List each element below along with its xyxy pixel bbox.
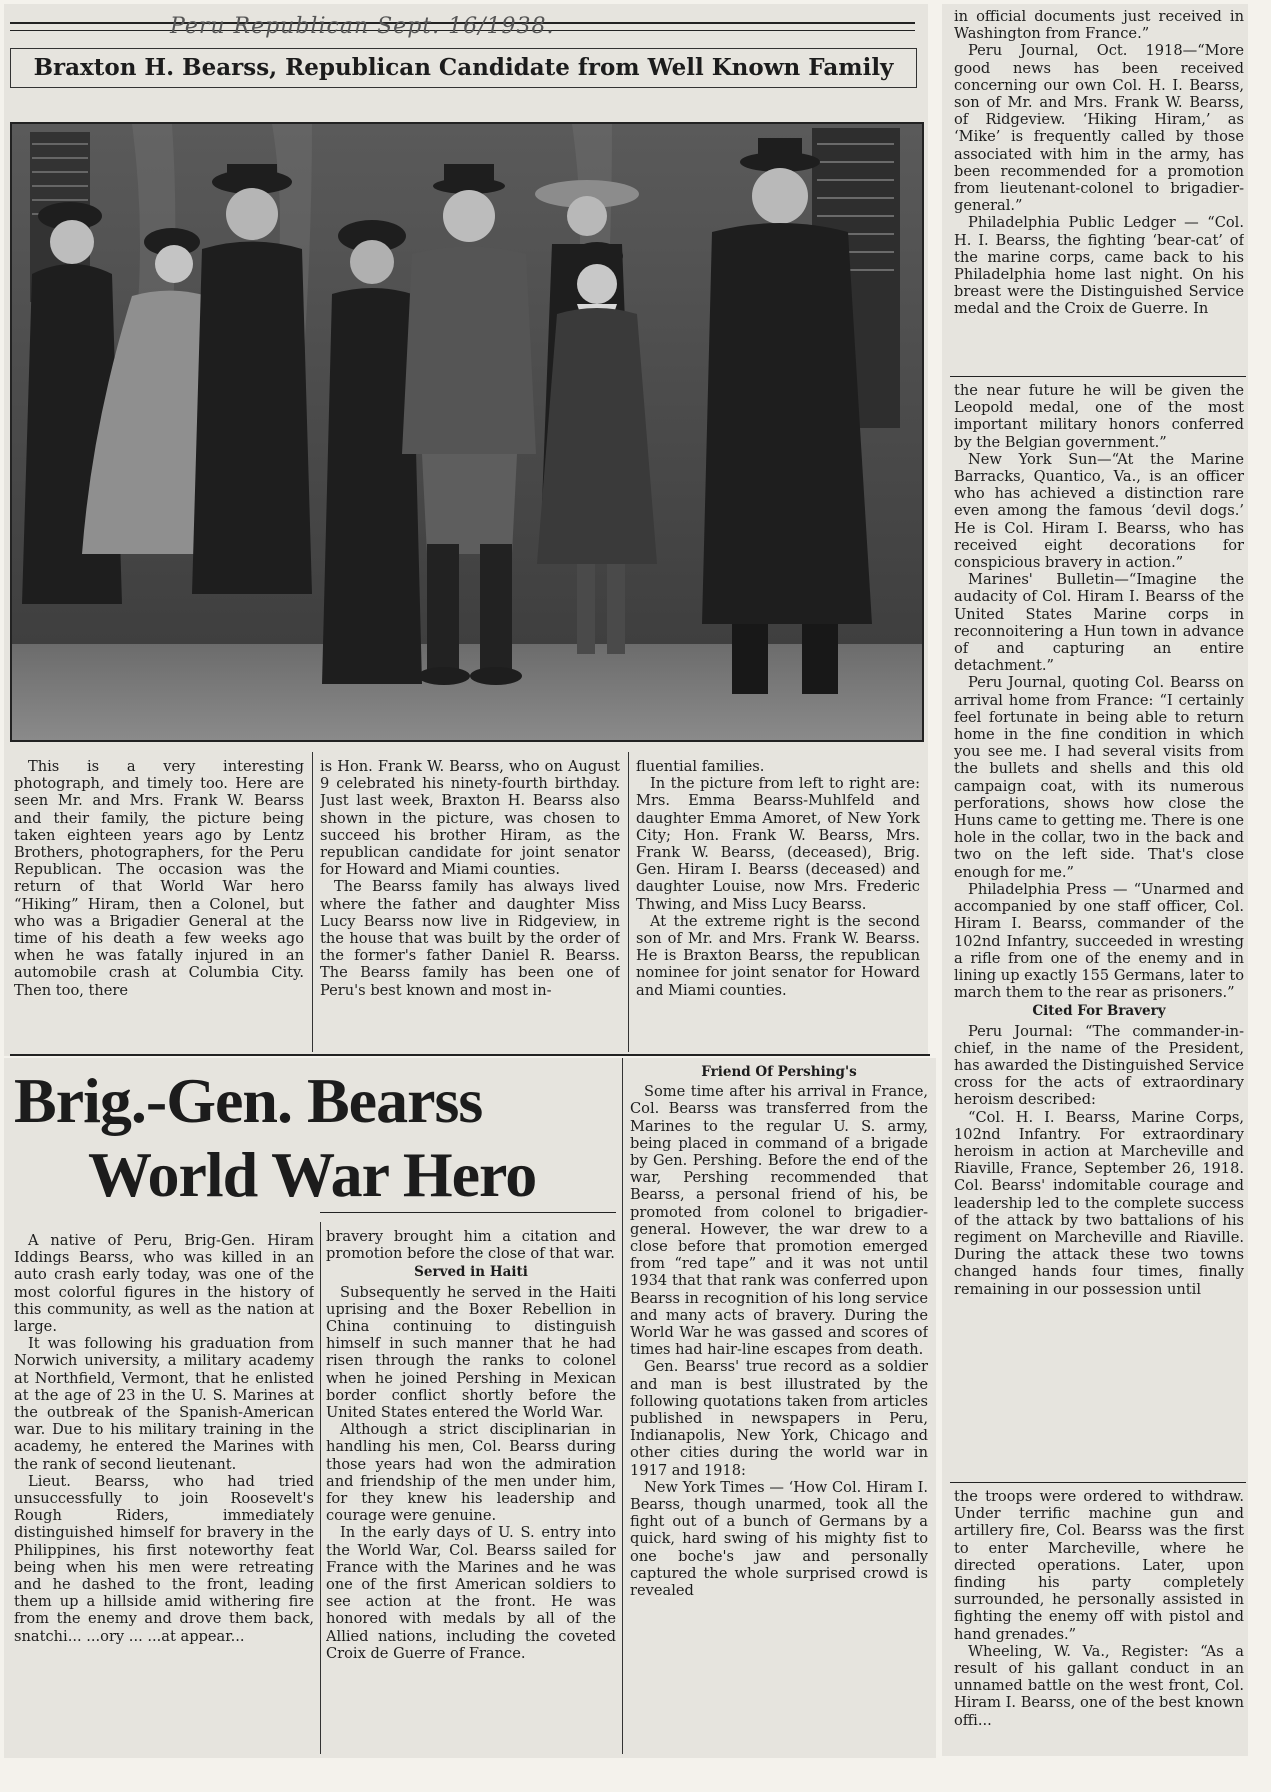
right-column-paragraph: Philadelphia Press — “Unarmed and accompanied by one staff officer, Col. Hiram I. Bearss, commander of the 102nd Infantry, succeeded in wresting a rifle from one of the enemy and in lining up exactly 155 Germans, later to march them to the rear as prisoners.” <box>954 880 1244 1002</box>
family-photograph <box>10 122 924 742</box>
photo-caption-paragraph: This is a very interesting photograph, and timely too. Here are seen Mr. and Mrs. Frank W. Bearss and their family, the picture being taken eighteen years ago by Lentz Brothers, photographers, for the Peru Republican. The occasion was the return of that World War hero “Hiking” Hiram, then a Colonel, but who was a Brigadier General at the time of his death a few weeks ago when he was fatally injured in an automobile crash at Columbia City. Then too, there <box>14 758 304 999</box>
hero-paragraph: Lieut. Bearss, who had tried unsuccessfully to join Roosevelt's Rough Riders, immediately distinguished himself for bravery in the Philippines, his first noteworthy feat being when his men were retreating and he dashed to the front, leading them up a hillside amid withering fire from the enemy and drove them back, snatchi... ...ory ... ...at appear... <box>14 1472 314 1645</box>
hero-column-3 <box>630 1062 928 1754</box>
hero-paragraph: bravery brought him a citation and promotion before the close of that war. <box>326 1228 616 1263</box>
photo-caption-column-1 <box>14 758 304 1050</box>
hero-paragraph: A native of Peru, Brig-Gen. Hiram Iddings Bearss, who was killed in an auto crash early today, was one of the most colorful figures in the history of this community, as well as the nation at large. <box>14 1232 314 1336</box>
column-divider <box>312 752 313 1052</box>
right-column-paragraph: Marines' Bulletin—“Imagine the audacity of Col. Hiram I. Bearss of the United States Marine corps in reconnoitering a Hun town in advance of and capturing an entire detachment.” <box>954 571 1244 675</box>
hero-column-2 <box>326 1228 616 1754</box>
hero-paragraph: New York Times — ‘How Col. Hiram I. Bearss, though unarmed, took all the fight out of a bunch of Germans by a quick, hard swing of his mighty fist to one boche's jaw and personally captured the whole surprised crowd is revealed <box>630 1478 928 1600</box>
hero-paragraph: Subsequently he served in the Haiti uprising and the Boxer Rebellion in China continuing to distinguish himself in such manner that he had risen through the ranks to colonel when he joined Pershing in Mexican border conflict shortly before the United States entered the World War. <box>326 1283 616 1422</box>
handwritten-note: Peru Republican Sept. 16/1938. <box>170 14 555 39</box>
column-divider <box>320 1222 321 1754</box>
right-column-paragraph: New York Sun—“At the Marine Barracks, Quantico, Va., is an officer who has achieved a distinction rare even among the famous ‘devil dogs.’ He is Col. Hiram I. Bearss, who has received eight decorations for conspicious bravery in action.” <box>954 450 1244 572</box>
hero-column-1 <box>14 1232 314 1754</box>
subheading-friend-of-pershing: Friend Of Pershing's <box>701 1064 857 1080</box>
hero-headline-line-2: World War Hero <box>88 1139 537 1210</box>
hero-headline-line-1: Brig.-Gen. Bearss <box>14 1065 483 1136</box>
top-headline: Braxton H. Bearss, Republican Candidate from Well Known Family <box>10 48 917 88</box>
photo-caption-column-3 <box>636 758 920 1050</box>
right-column-separator <box>950 376 1246 377</box>
right-column-paragraph: Peru Journal: “The commander-in-chief, in the name of the President, has awarded the Distinguished Service cross for the acts of extraordinary heroism described: <box>954 1022 1244 1109</box>
right-column-paragraph: the troops were ordered to withdraw. Under terrific machine gun and artillery fire, Col. Bearss was the first to enter Marcheville, where he directed operations. Later, upon finding his party completely surrounded, he personally assisted in fighting the enemy off with pistol and hand grenades.” <box>954 1488 1244 1643</box>
column-divider <box>622 1058 623 1754</box>
subheading-cited-for-bravery: Cited For Bravery <box>1032 1003 1166 1020</box>
column-divider <box>628 752 629 1052</box>
right-column-lower <box>954 1488 1244 1752</box>
photo-caption-paragraph: fluential families. <box>636 758 765 775</box>
hero-paragraph: In the early days of U. S. entry into the World War, Col. Bearss sailed for France with the Marines and he was one of the first American soldiers to see action at the front. He was honored with medals by all of the Allied nations, including the coveted Croix de Guerre of France. <box>326 1524 616 1662</box>
right-column-separator <box>950 1482 1246 1483</box>
photograph-image <box>12 124 922 740</box>
right-column-paragraph: Wheeling, W. Va., Register: “As a result of his gallant conduct in an unnamed battle on the west front, Col. Hiram I. Bearss, one of the best known offi... <box>954 1642 1244 1729</box>
photo-caption-paragraph: is Hon. Frank W. Bearss, who on August 9 celebrated his ninety-fourth birthday. Just last week, Braxton H. Bearss also shown in the picture, was chosen to succeed his brother Hiram, as the republican candidate for joint senator for Howard and Miami counties. <box>320 758 620 879</box>
right-column-upper <box>954 8 1244 372</box>
right-column-paragraph: “Col. H. I. Bearss, Marine Corps, 102nd Infantry. For extraordinary heroism in action at Marcheville and Riaville, France, September 26, 1918. Col. Bearss' indomitable courage and leadership led to the complete success of the attack by two battalions of his regiment on Marcheville and Riaville. During the attack these two towns changed hands four times, finally remaining in our possession until <box>954 1108 1244 1298</box>
right-column-paragraph: in official documents just received in Washington from France.” <box>954 8 1244 43</box>
hero-paragraph: It was following his graduation from Norwich university, a military academy at Northfield, Vermont, that he enlisted at the age of 23 in the U. S. Marines at the outbreak of the Spanish-American war. Due to his military training in the academy, he entered the Marines with the rank of second lieutenant. <box>14 1335 314 1473</box>
hero-headline <box>14 1064 614 1212</box>
photo-caption-paragraph: In the picture from left to right are: Mrs. Emma Bearss-Muhlfeld and daughter Emma Amoret, of New York City; Hon. Frank W. Bearss, Mrs. Frank W. Bearss, (deceased), Brig. Gen. Hiram I. Bearss (deceased) and daughter Louise, now Mrs. Frederic Thwing, and Miss Lucy Bearss. <box>636 775 920 913</box>
photo-caption-paragraph: The Bearss family has always lived where the father and daughter Miss Lucy Bearss now live in Ridgeview, in the house that was built by the order of the former's father Daniel R. Bearss. The Bearss family has been one of Peru's best known and most in- <box>320 878 620 999</box>
right-column-paragraph: Philadelphia Public Ledger — “Col. H. I. Bearss, the fighting ‘bear-cat’ of the marine corps, came back to his Philadelphia home last night. On his breast were the Distinguished Service medal and the Croix de Guerre. In <box>954 214 1244 318</box>
headline-underline <box>320 1212 616 1213</box>
right-column-paragraph: Peru Journal, Oct. 1918—“More good news has been received concerning our own Col. H. I. Bearss, son of Mr. and Mrs. Frank W. Bearss, of Ridgeview. ‘Hiking Hiram,’ as ‘Mike’ is frequently called by those associated with him in the army, has been recommended for a promotion from lieutenant-colonel to brigadier-general.” <box>954 42 1244 215</box>
section-rule <box>10 1054 930 1056</box>
photo-caption-column-2 <box>320 758 620 1050</box>
subheading-served-in-haiti: Served in Haiti <box>414 1264 528 1281</box>
hero-paragraph: Although a strict disciplinarian in handling his men, Col. Bearss during those years had won the admiration and friendship of the men under him, for they knew his leadership and courage were genuine. <box>326 1421 616 1525</box>
right-column-middle <box>954 382 1244 1478</box>
right-column-paragraph: Peru Journal, quoting Col. Bearss on arrival home from France: “I certainly feel fortunate in being able to return home in the fine condition in which you see me. I had several visits from the bullets and shells and this old campaign coat, with its numerous perforations, shows how close the Huns came to getting me. There is one hole in the collar, two in the back and two on the left side. That's close enough for me.” <box>954 674 1244 881</box>
hero-paragraph: Some time after his arrival in France, Col. Bearss was transferred from the Marines to the regular U. S. army, being placed in command of a brigade by Gen. Pershing. Before the end of the war, Pershing recommended that Bearss, a personal friend of his, be promoted from colonel to brigadier-general. However, the war drew to a close before that promotion emerged from “red tape” and it was not until 1934 that that rank was conferred upon Bearss in recognition of his long service and many acts of bravery. During the World War he was gassed and scores of times had hair-line escapes from death. <box>630 1083 928 1359</box>
hero-paragraph: Gen. Bearss' true record as a soldier and man is best illustrated by the following quotations taken from articles published in newspapers in Peru, Indianapolis, New York, Chicago and other cities during the world war in 1917 and 1918: <box>630 1358 928 1479</box>
photo-caption-paragraph: At the extreme right is the second son of Mr. and Mrs. Frank W. Bearss. He is Braxton Bearss, the republican nominee for joint senator for Howard and Miami counties. <box>636 912 920 999</box>
right-column-paragraph: the near future he will be given the Leopold medal, one of the most important military honors conferred by the Belgian government.” <box>954 382 1244 451</box>
